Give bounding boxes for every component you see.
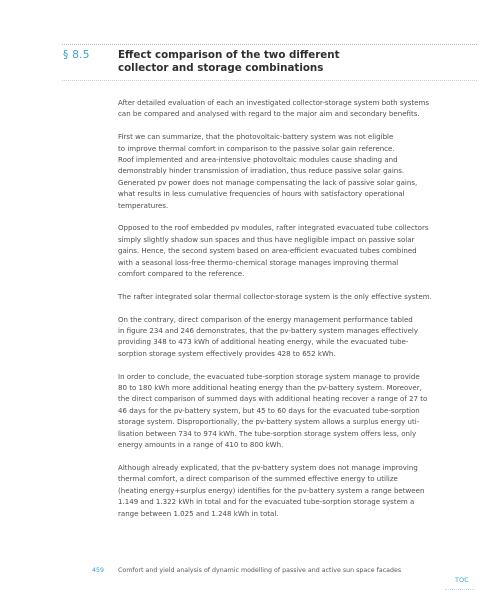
paragraph: On the contrary, direct comparison of the energy management performance tabled in figure 234 and 246 demonstrates, that the pv-battery system manages effectively providing 348 to 473 kWh of additional heating energy, while the evacuated tube- sorption storage system effectively provides 428 to 652 kWh. [118,314,419,358]
header-divider [62,44,477,45]
paragraph: Although already explicated, that the pv-battery system does not manage improving thermal comfort, a direct comparison of the summed effective energy to utilize (heating energy+surplus energy) identifies for the pv-battery system a range between 1.149 and 1.322 kWh in total and for the evacuated tube-sorption storage system a range between 1.025 and 1.248 kWh in total. [118,462,425,518]
toc-link[interactable]: TOC [455,576,469,584]
paragraph: First we can summarize, that the photovoltaic-battery system was not eligible to improve thermal comfort in comparison to the passive solar gain reference. Roof implemented and area-intensive photovoltaic modules cause shading and demonstrably hinder transmission of irradiation, thus reduce passive solar gains. Generated pv power does not manage compensating the lack of passive solar gains, what results in less cumulative frequencies of hours with satisfactory operational temperatures. [118,132,418,210]
section-title: Effect comparison of the two different collector and storage combinations [118,49,340,74]
paragraph: After detailed evaluation of each an investigated collector-storage system both systems can be compared and analysed with regard to the major aim and secondary benefits. [118,98,430,119]
footer-divider [445,589,475,590]
page-number: 459 [92,567,105,574]
paragraph: Opposed to the roof embedded pv modules, rafter integrated evacuated tube collectors simply slightly shadow sun spaces and thus have negligible impact on passive solar gains. Hence, the second system based on area-efficient evacuated tubes combined with a seasonal loss-free thermo-chemical storage manages improving thermal comfort compared to the reference. [118,223,429,279]
section-number: § 8.5 [63,49,90,61]
paragraph: In order to conclude, the evacuated tube-sorption storage system manage to provide 80 to 180 kWh more additional heating energy than the pv-battery system. Moreover, the direct comparison of summed days with additional heating recover a range of 27 to 46 days for the pv-battery system, but 45 to 60 days for the evacuated tube-sorption storage system. Disproportionally, the pv-battery system allows a surplus energy uti- lisation between 734 to 974 kWh. The tube-sorption storage system offers less, only energy amounts in a range of 410 to 800 kWh. [118,371,428,450]
body-text [118,97,464,530]
paragraph: The rafter integrated solar thermal collector-storage system is the only effective system. [118,291,432,301]
title-divider [62,80,477,81]
running-title: Comfort and yield analysis of dynamic modelling of passive and active sun space facades [118,567,402,574]
